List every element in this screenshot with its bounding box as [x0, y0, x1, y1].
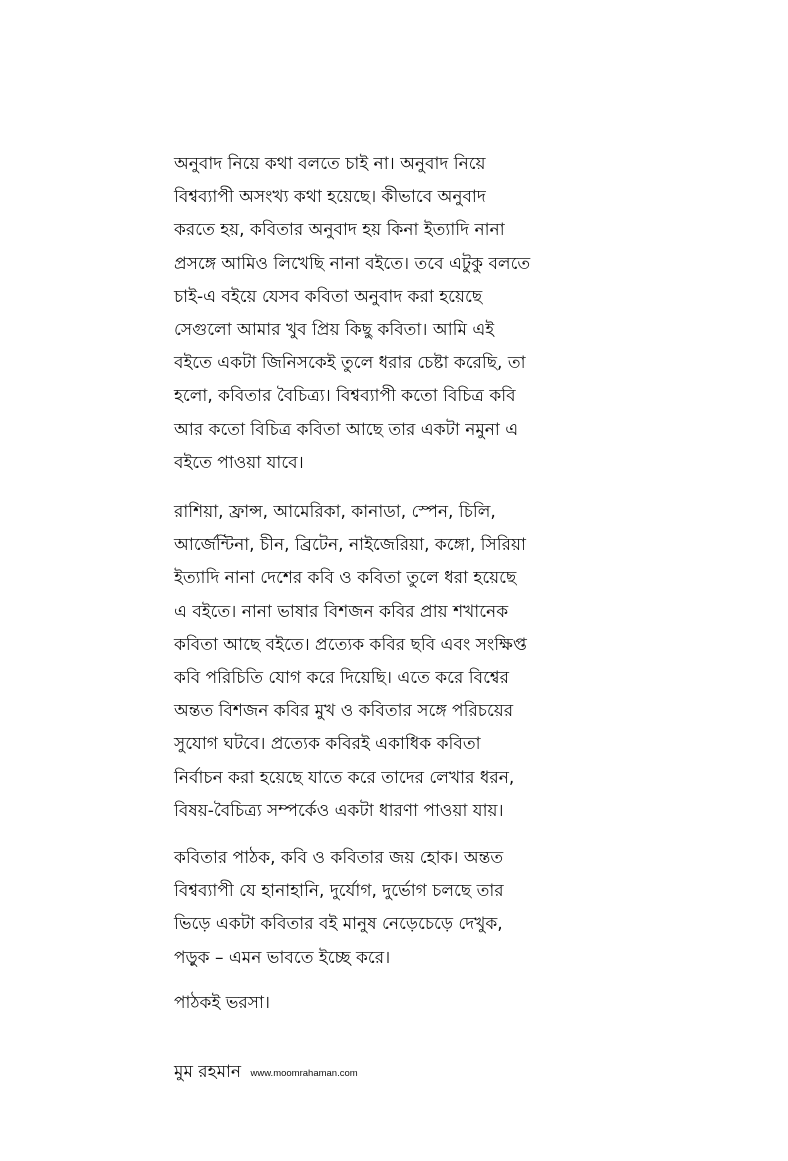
- text-line: পড়ুক – এমন ভাবতে ইচ্ছে করে।: [174, 947, 391, 968]
- text-line: অন্তত বিশজন কবির মুখ ও কবিতার সঙ্গে পরিচয়ের: [174, 701, 514, 722]
- text-line: ইত্যাদি নানা দেশের কবি ও কবিতা তুলে ধরা হয়েছে: [174, 568, 517, 589]
- text-line: অনুবাদ নিয়ে কথা বলতে চাই না। অনুবাদ নিয়ে: [174, 154, 486, 174]
- text-line: সেগুলো আমার খুব প্রিয় কিছু কবিতা। আমি এই: [174, 320, 495, 341]
- author-name: মুম রহমান: [174, 1062, 242, 1082]
- text-line: নির্বাচন করা হয়েছে যাতে করে তাদের লেখার ধরন,: [174, 767, 515, 788]
- text-line: করতে হয়, কবিতার অনুবাদ হয় কিনা ইত্যাদি নানা: [174, 220, 505, 241]
- paragraph-spacer: [174, 480, 554, 496]
- paragraph-readers: [174, 842, 554, 975]
- text-line: বিষয়-বৈচিত্র্য সম্পর্কেও একটা ধারণা পাওয়া যায়।: [174, 800, 504, 821]
- text-line: বিশ্বব্যাপী যে হানাহানি, দুর্যোগ, দুর্ভোগ চলছে তার: [174, 881, 504, 902]
- text-line: কবি পরিচিতি যোগ করে দিয়েছি। এতে করে বিশ্বের: [174, 668, 509, 689]
- paragraph-spacer: [174, 975, 554, 987]
- paragraph-countries: [174, 496, 554, 828]
- text-line: আর কতো বিচিত্র কবিতা আছে তার একটা নমুনা এ: [174, 419, 519, 440]
- text-line: কবিতা আছে বইতে। প্রত্যেক কবির ছবি এবং সংক্ষিপ্ত: [174, 634, 527, 655]
- text-line: হলো, কবিতার বৈচিত্র্য। বিশ্বব্যাপী কতো বিচিত্র কবি: [174, 386, 516, 407]
- text-line: প্রসঙ্গে আমিও লিখেছি নানা বইতে। তবে এটুকু বলতে: [174, 253, 531, 274]
- text-line: বইতে একটা জিনিসকেই তুলে ধরার চেষ্টা করেছি, তা: [174, 353, 526, 374]
- text-line: সুযোগ ঘটবে। প্রত্যেক কবিরই একাধিক কবিতা: [174, 734, 481, 755]
- text-line: রাশিয়া, ফ্রান্স, আমেরিকা, কানাডা, স্পেন, চিলি,: [174, 502, 496, 523]
- text-line: ভিড়ে একটা কবিতার বই মানুষ নেড়েচেড়ে দেখুক,: [174, 914, 503, 935]
- text-line: বিশ্বব্যাপী অসংখ্য কথা হয়েছে। কীভাবে অনুবাদ: [174, 187, 486, 208]
- text-line: কবিতার পাঠক, কবি ও কবিতার জয় হোক। অন্তত: [174, 848, 504, 869]
- paragraph-closing: [174, 987, 554, 1020]
- author-website: www.moomrahaman.com: [250, 1068, 358, 1079]
- signature: [174, 1058, 358, 1088]
- text-line: পাঠকই ভরসা।: [174, 992, 270, 1013]
- text-line: আর্জেন্টিনা, চীন, ব্রিটেন, নাইজেরিয়া, কঙ্গো, সিরিয়া: [174, 535, 526, 556]
- paragraph-translation: [174, 148, 554, 480]
- preface-text: [174, 148, 554, 1020]
- text-line: এ বইতে। নানা ভাষার বিশজন কবির প্রায় শখানেক: [174, 601, 509, 622]
- paragraph-spacer: [174, 828, 554, 842]
- text-line: বইতে পাওয়া যাবে।: [174, 452, 304, 473]
- text-line: চাই-এ বইয়ে যেসব কবিতা অনুবাদ করা হয়েছে: [174, 286, 483, 307]
